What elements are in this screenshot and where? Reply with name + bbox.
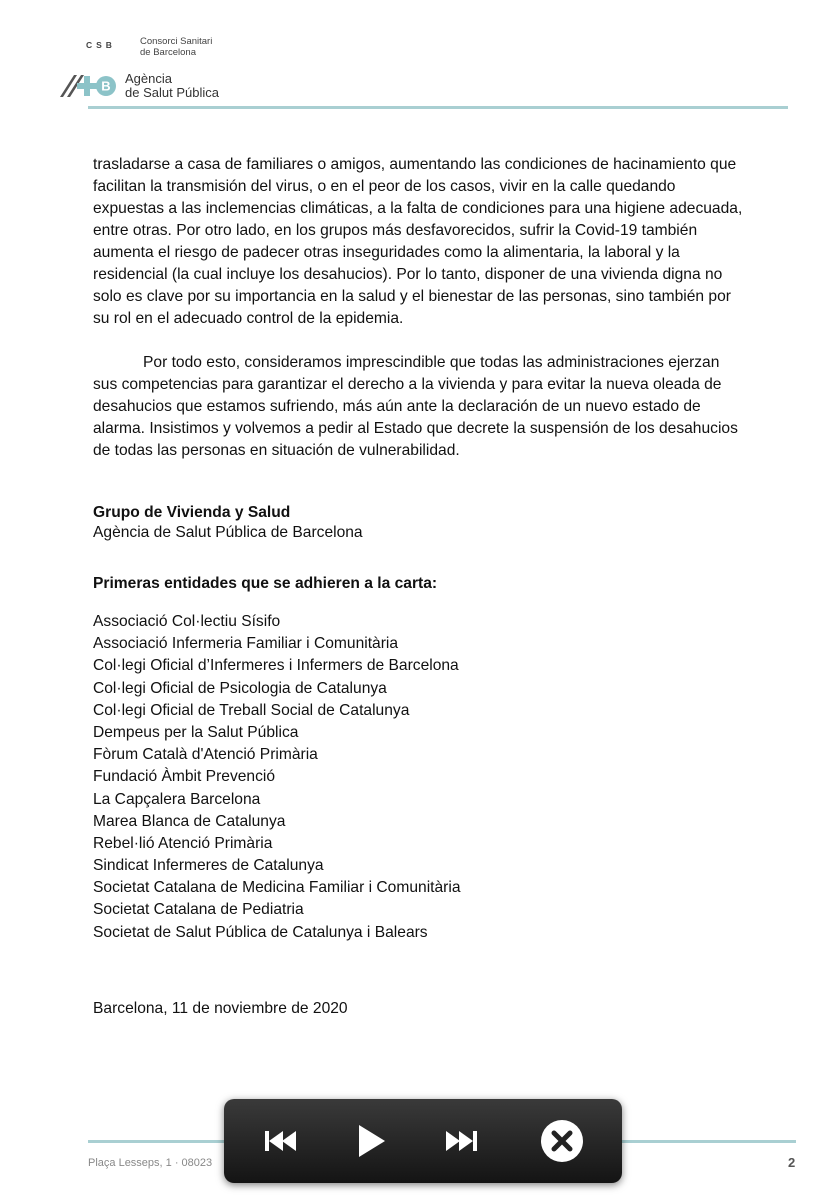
list-item: Fundació Àmbit Prevenció	[93, 768, 276, 786]
csb-logo-letters: CSB	[86, 40, 116, 50]
list-item: Associació Col·lectiu Sísifo	[93, 613, 281, 630]
signature-block	[93, 503, 363, 543]
page-number: 2	[788, 1155, 796, 1170]
letter-body	[93, 154, 743, 462]
list-item: Col·legi Oficial de Treball Social de Catalunya	[93, 701, 410, 719]
list-item: Societat de Salut Pública de Catalunya i Balears	[93, 923, 428, 941]
list-item: Associació Infermeria Familiar i Comunitària	[93, 635, 399, 653]
next-button[interactable]	[440, 1119, 484, 1163]
agency-name-line-1: Agència	[125, 71, 172, 86]
svg-text:B: B	[101, 78, 111, 94]
list-item: Rebel·lió Atenció Primària	[93, 834, 273, 852]
previous-button[interactable]	[258, 1119, 302, 1163]
play-button[interactable]	[349, 1119, 393, 1163]
aspb-logo	[58, 73, 118, 99]
footer-address: Plaça Lesseps, 1 · 08023	[88, 1157, 213, 1169]
adherents-list	[93, 611, 461, 944]
skip-forward-icon	[440, 1119, 484, 1163]
csb-name-line-1: Consorci Sanitari	[140, 36, 213, 47]
csb-name	[140, 36, 212, 58]
adherents-heading: Primeras entidades que se adhieren a la carta:	[93, 575, 438, 592]
agency-name	[125, 72, 219, 100]
list-item: Sindicat Infermeres de Catalunya	[93, 857, 324, 875]
list-item: Col·legi Oficial de Psicologia de Catalunya	[93, 679, 387, 697]
csb-name-line-2: de Barcelona	[140, 47, 196, 58]
close-button[interactable]	[540, 1119, 584, 1163]
signature-group: Grupo de Vivienda y Salud	[93, 504, 291, 521]
play-icon	[349, 1119, 393, 1163]
signature-agency: Agència de Salut Pública de Barcelona	[93, 524, 363, 541]
list-item: Societat Catalana de Medicina Familiar i Comunitària	[93, 879, 461, 897]
list-item: Dempeus per la Salut Pública	[93, 723, 299, 741]
list-item: Col·legi Oficial d’Infermeres i Infermers de Barcelona	[93, 657, 459, 675]
skip-back-icon	[258, 1119, 302, 1163]
paragraph-2: Por todo esto, consideramos imprescindible que todas las administraciones ejerzan sus competencias para garantizar el derecho a la vivienda y para evitar la nueva oleada de desahucios que estamos sufriendo, más aún ante la declaración de un nuevo estado de alarma. Insistimos y volvemos a pedir al Estado que decrete la suspensión de los desahucios de todas las personas en situación de vulnerabilidad.	[93, 354, 738, 459]
list-item: Societat Catalana de Pediatria	[93, 901, 304, 919]
close-icon	[540, 1119, 584, 1163]
list-item: Marea Blanca de Catalunya	[93, 812, 286, 830]
list-item: La Capçalera Barcelona	[93, 790, 261, 808]
media-player-bar	[224, 1099, 622, 1183]
header-divider	[88, 106, 788, 109]
document-header	[58, 36, 788, 112]
date-line: Barcelona, 11 de noviembre de 2020	[93, 1000, 348, 1017]
agency-name-line-2: de Salut Pública	[125, 85, 219, 100]
paragraph-1: trasladarse a casa de familiares o amigos, aumentando las condiciones de hacinamiento que facilitan la transmisión del virus, o en el peor de los casos, vivir en la calle quedando expuestas a las inclemencias climáticas, a la falta de condiciones para una higiene adecuada, entre otras. Por otro lado, en los grupos más desfavorecidos, sufrir la Covid-19 también aumenta el riesgo de padecer otras inseguridades como la alimentaria, la laboral y la residencial (la cual incluye los desahucios). Por lo tanto, disponer de una vivienda digna no solo es clave por su importancia en la salud y el bienestar de las personas, sino también por su rol en el adecuado control de la epidemia.	[93, 156, 743, 327]
list-item: Fòrum Català d'Atenció Primària	[93, 746, 318, 764]
